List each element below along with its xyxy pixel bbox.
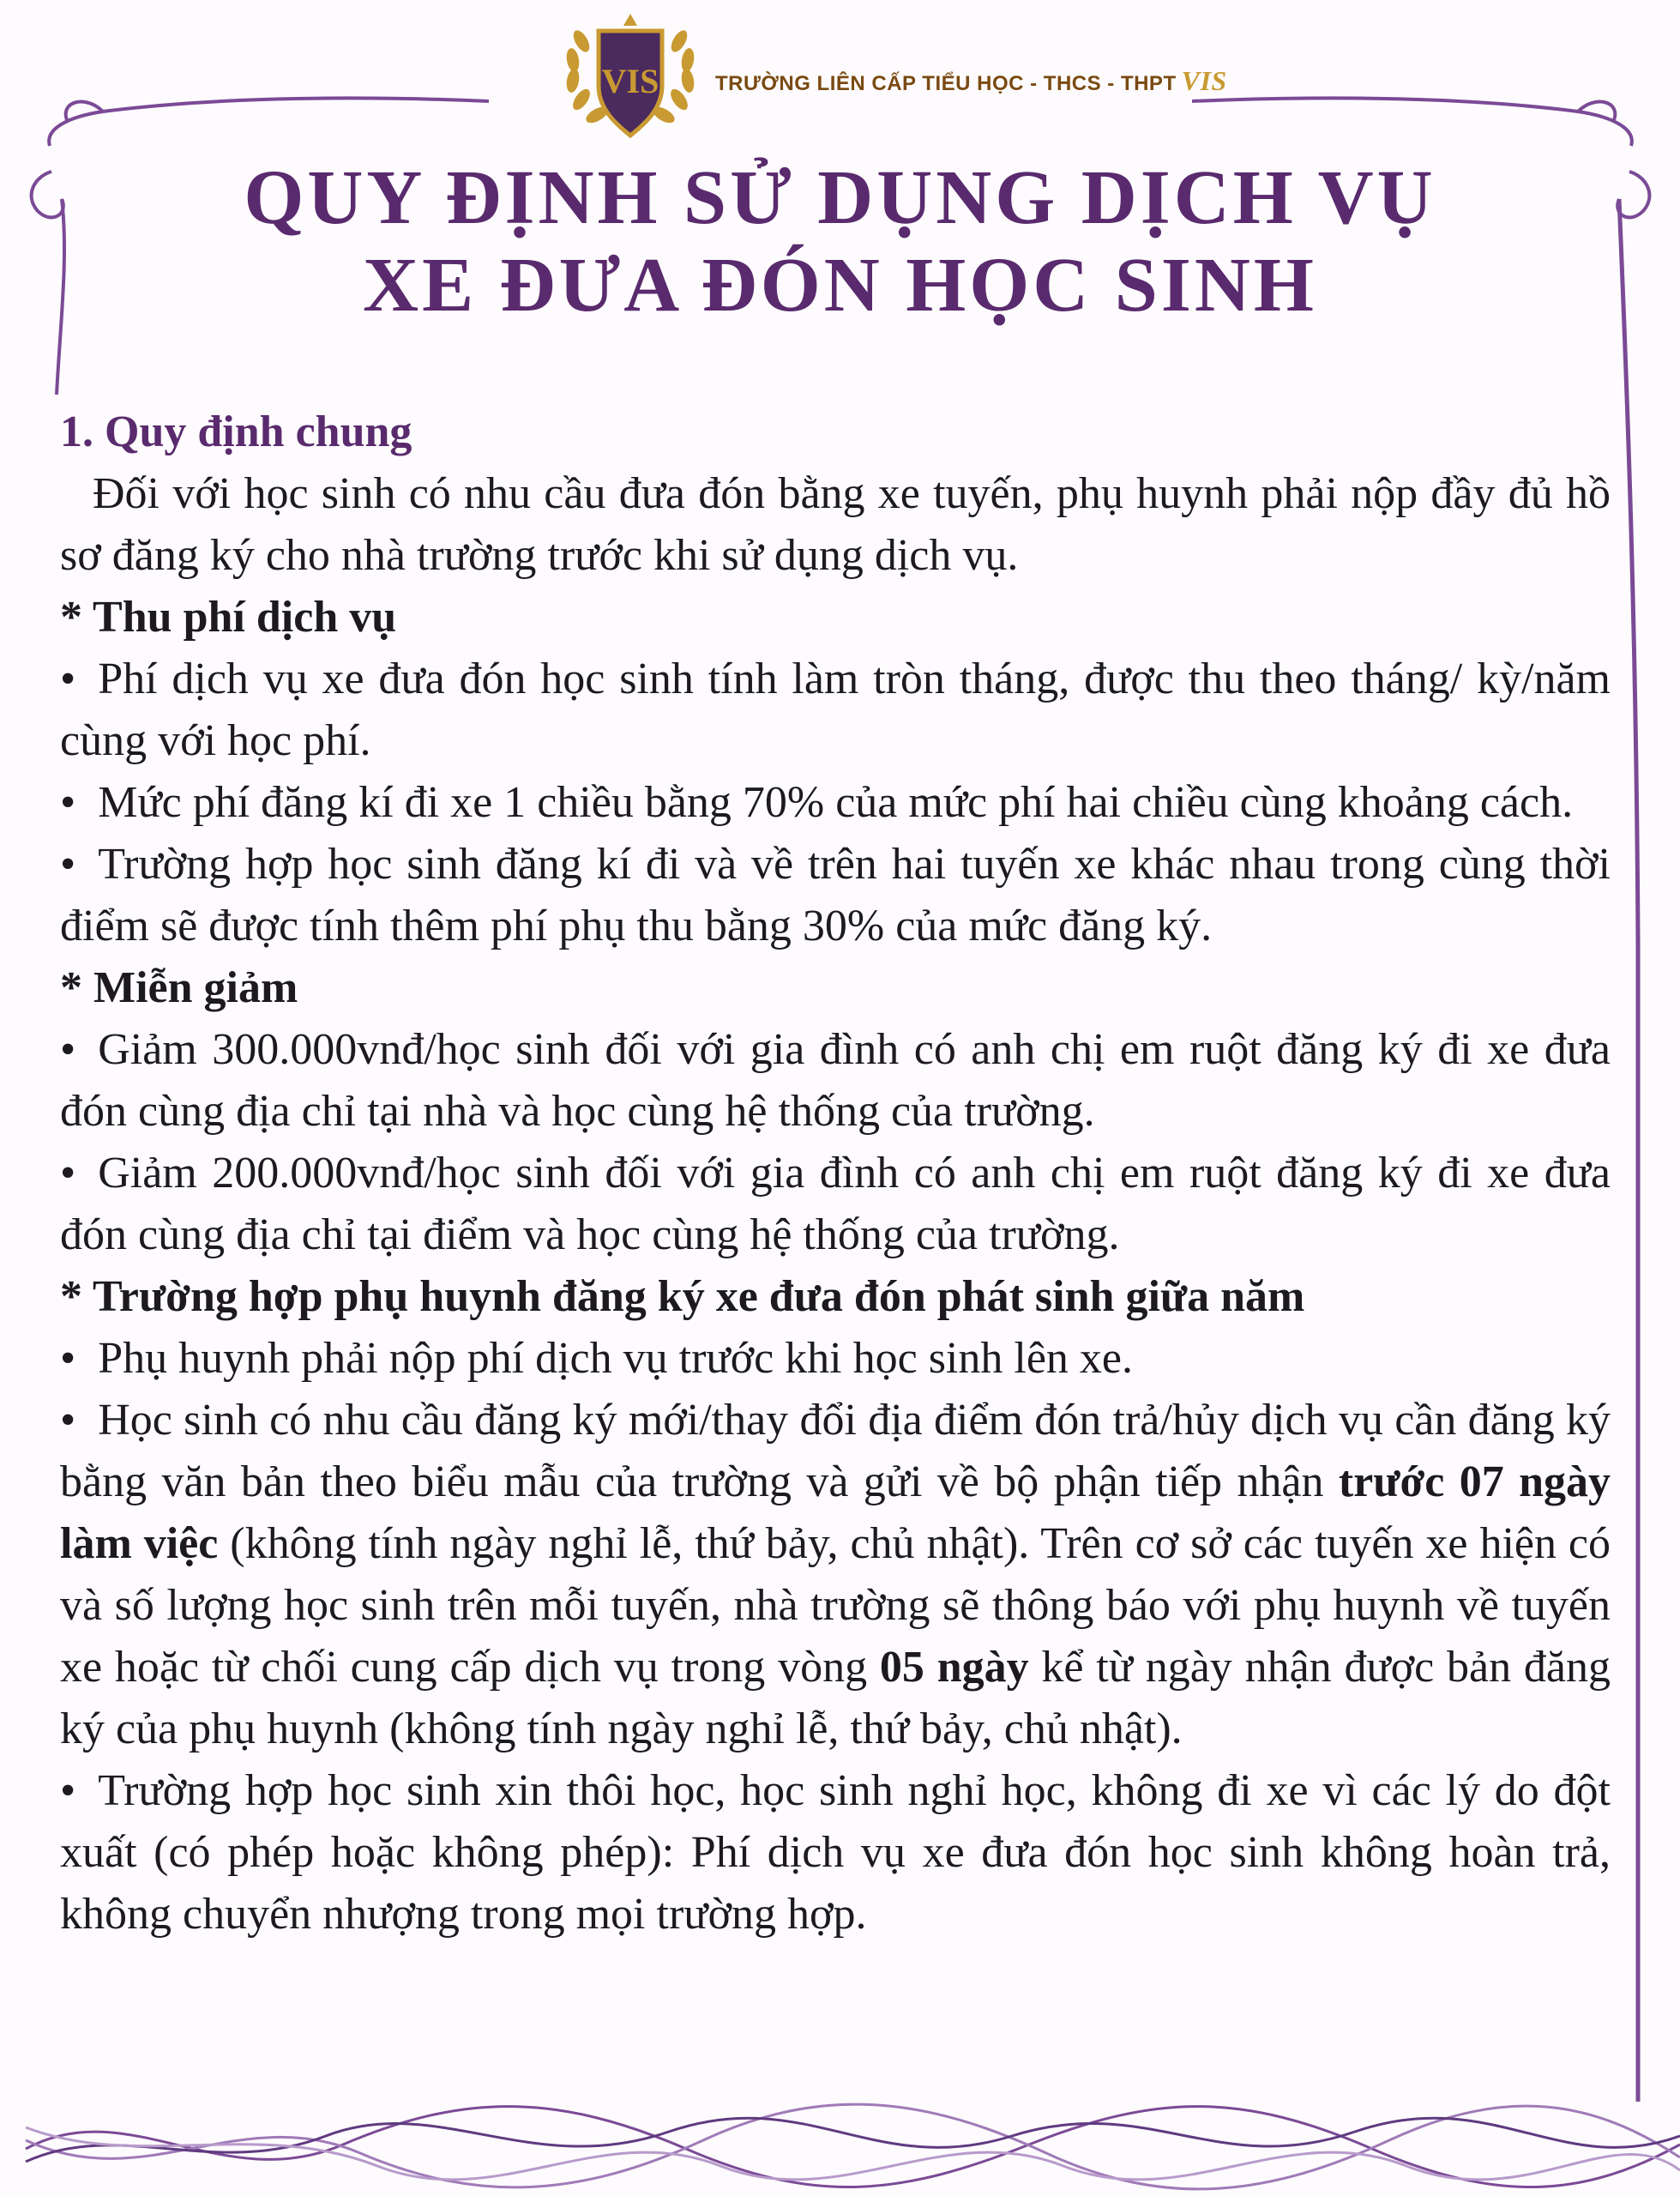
midyear-text: Học sinh có nhu cầu đăng ký mới/thay đổi địa điểm đón trả/hủy dịch vụ cần đăng ký bằng văn bản theo biểu mẫu của trường và gửi về bộ phận tiếp nhận [60, 1396, 1611, 1506]
title-line-2: XE ĐƯA ĐÓN HỌC SINH [363, 243, 1317, 328]
crest-icon [549, 7, 712, 144]
school-name [715, 65, 1227, 97]
svg-text:VIS: VIS [601, 62, 659, 100]
page-title [0, 154, 1680, 329]
fee-heading: * Thu phí dịch vụ [60, 593, 397, 642]
deadline-emphasis: trước 07 ngày làm việc [60, 1457, 1611, 1568]
intro-paragraph: Đối với học sinh có nhu cầu đưa đón bằng xe tuyến, phụ huynh phải nộp đầy đủ hồ sơ đăng ký cho nhà trường trước khi sử dụng dịch vụ. [60, 469, 1611, 580]
school-logo [549, 7, 1227, 144]
discount-heading: * Miễn giảm [60, 963, 298, 1012]
discount-item: • Giảm 200.000vnđ/học sinh đối với gia đình có anh chị em ruột đăng ký đi xe đưa đón cùng địa chỉ tại điểm và học cùng hệ thống của trường. [60, 1143, 1611, 1266]
midyear-text: kể từ ngày nhận được bản đăng ký của phụ huynh (không tính ngày nghỉ lễ, thứ bảy, chủ nhật). [60, 1643, 1611, 1753]
response-days-emphasis: 05 ngày [879, 1643, 1029, 1692]
midyear-text: (không tính ngày nghỉ lễ, thứ bảy, chủ nhật). Trên cơ sở các tuyến xe hiện có và số lượng học sinh trên mỗi tuyến, nhà trường sẽ thông báo với phụ huynh về tuyến xe hoặc từ chối cung cấp dịch vụ trong vòng [60, 1519, 1611, 1692]
midyear-heading: * Trường hợp phụ huynh đăng ký xe đưa đón phát sinh giữa năm [60, 1272, 1305, 1321]
fee-item: • Phí dịch vụ xe đưa đón học sinh tính làm tròn tháng, được thu theo tháng/ kỳ/năm cùng với học phí. [60, 649, 1611, 772]
school-name-text: TRƯỜNG LIÊN CẤP TIỂU HỌC - THCS - THPT [715, 71, 1177, 95]
midyear-item: • Trường hợp học sinh xin thôi học, học sinh nghỉ học, không đi xe vì các lý do đột xuất (có phép hoặc không phép): Phí dịch vụ xe đưa đón học sinh không hoàn trả, không chuyển nhượng trong mọi trường hợp. [60, 1760, 1611, 1946]
midyear-item: • Phụ huynh phải nộp phí dịch vụ trước khi học sinh lên xe. [60, 1328, 1611, 1390]
title-line-1: QUY ĐỊNH SỬ DỤNG DỊCH VỤ [244, 155, 1436, 240]
document-body [60, 401, 1611, 1946]
section-heading: 1. Quy định chung [60, 407, 412, 456]
fee-item: • Mức phí đăng kí đi xe 1 chiều bằng 70% của mức phí hai chiều cùng khoảng cách. [60, 772, 1611, 834]
school-brand: VIS [1181, 64, 1227, 96]
midyear-item [60, 1390, 1611, 1760]
discount-item: • Giảm 300.000vnđ/học sinh đối với gia đình có anh chị em ruột đăng ký đi xe đưa đón cùng địa chỉ tại nhà và học cùng hệ thống của trường. [60, 1019, 1611, 1143]
fee-item: • Trường hợp học sinh đăng kí đi và về trên hai tuyến xe khác nhau trong cùng thời điểm sẽ được tính thêm phí phụ thu bằng 30% của mức đăng ký. [60, 834, 1611, 957]
